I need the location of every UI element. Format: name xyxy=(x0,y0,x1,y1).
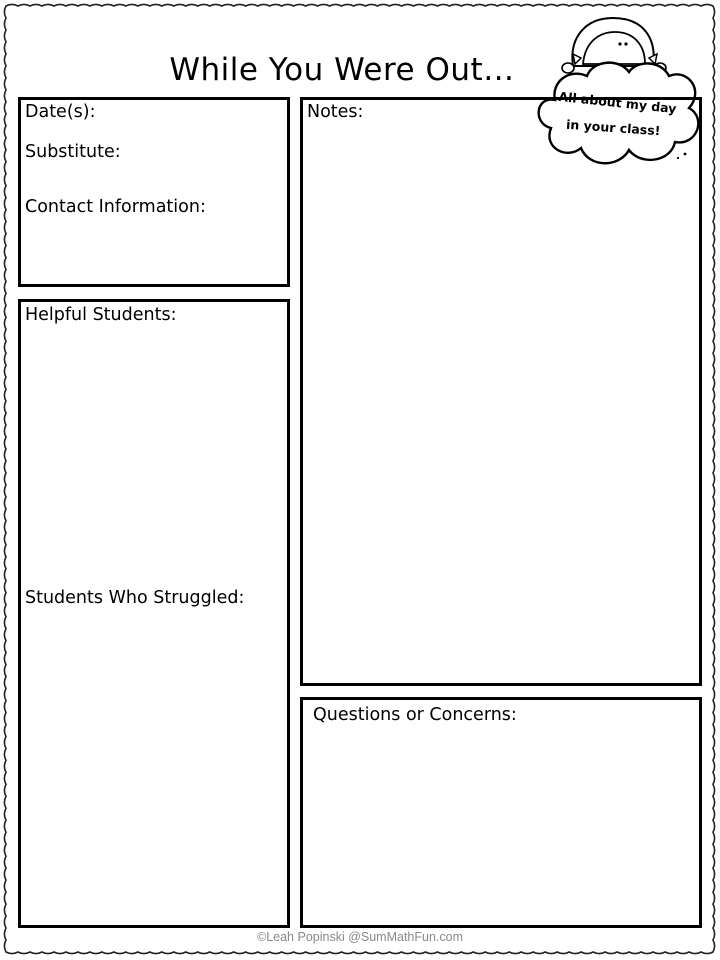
page-title: While You Were Out… xyxy=(169,52,515,88)
notes-label: Notes: xyxy=(307,102,364,122)
questions-concerns-box xyxy=(300,697,702,928)
cloud-text-line-1: All about my day xyxy=(557,88,678,117)
notes-box xyxy=(300,97,702,686)
substitute-label: Substitute: xyxy=(25,142,121,162)
students-box xyxy=(18,299,290,928)
copyright-footer: ©Leah Popinski @SumMathFun.com xyxy=(256,930,464,944)
girl-head-icon xyxy=(572,18,657,66)
questions-concerns-label: Questions or Concerns: xyxy=(313,705,517,725)
cloud-text-line-2: in your class! xyxy=(565,116,661,139)
dates-label: Date(s): xyxy=(25,102,96,122)
students-who-struggled-label: Students Who Struggled: xyxy=(25,588,245,608)
contact-information-label: Contact Information: xyxy=(25,197,206,217)
substitute-info-box xyxy=(18,97,290,287)
helpful-students-label: Helpful Students: xyxy=(25,305,177,325)
